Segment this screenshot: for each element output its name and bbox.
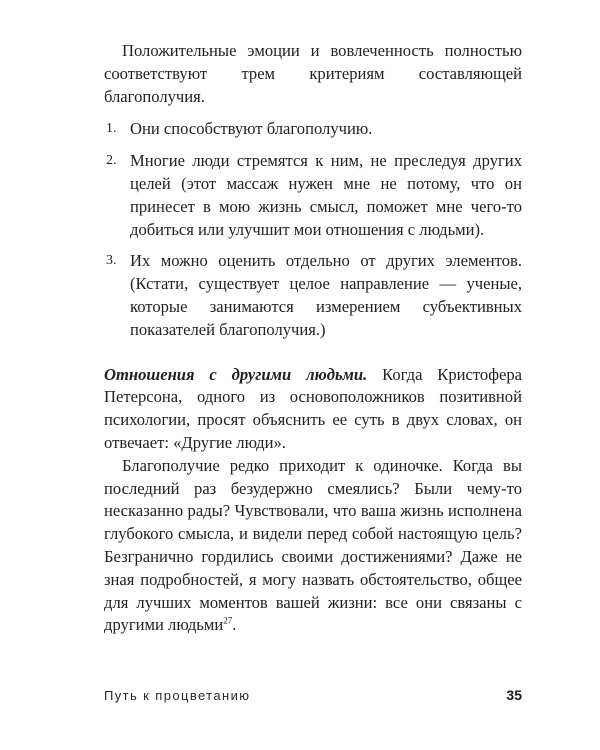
relationships-section: [104, 364, 522, 638]
section-heading: Отношения с другими людьми.: [104, 364, 368, 384]
criteria-text: Многие люди стремятся к ним, не преследуя других целей (этот массаж нужен мне не потому, что он принесет в мою жизнь смысл, поможет мне чего-то добиться или улучшит мои отношения с людьми).: [130, 151, 522, 239]
criteria-text: Их можно оценить отдельно от других элементов. (Кстати, существует целое направление — ученые, которые занимаются измерением субъективных показателей благополучия.): [130, 251, 522, 339]
section-paragraph-2-text: Благополучие редко приходит к одиночке. Когда вы последний раз безудержно смеялись? Были чему-то несказанно рады? Чувствовали, что ваша жизнь исполнена глубокого смысла, и видели перед собой настоящую цель? Безгранично гордились своими достижениями? Даже не зная подробностей, я могу назвать обстоятельство, общее для лучших моментов вашей жизни: все они связаны с другими людьми: [104, 455, 522, 635]
section-paragraph-1: [104, 364, 522, 455]
intro-paragraph: Положительные эмоции и вовлеченность полностью соответствуют трем критериям составляющей благополучия.: [104, 41, 522, 106]
criteria-number: 3.: [106, 253, 117, 269]
criteria-number: 1.: [106, 121, 117, 137]
section-paragraph-2: [104, 455, 522, 637]
criteria-item: [106, 118, 522, 141]
page-footer: [104, 688, 522, 710]
section-paragraph-1-text: Когда Кристофера Петерсона, одного из основоположников позитивной психологии, просят объяснить ее суть в двух словах, он отвечает: «Другие люди».: [104, 364, 523, 452]
criteria-list: [104, 118, 522, 341]
body-text: [104, 40, 522, 637]
footnote-reference: 27: [223, 615, 233, 626]
page-number: 35: [506, 687, 522, 703]
running-title: Путь к процветанию: [104, 688, 251, 703]
criteria-text: Они способствуют благополучию.: [130, 119, 373, 139]
criteria-item: [106, 250, 522, 341]
section-paragraph-2-end: .: [232, 615, 237, 635]
criteria-number: 2.: [106, 153, 117, 169]
criteria-item: [106, 150, 522, 241]
